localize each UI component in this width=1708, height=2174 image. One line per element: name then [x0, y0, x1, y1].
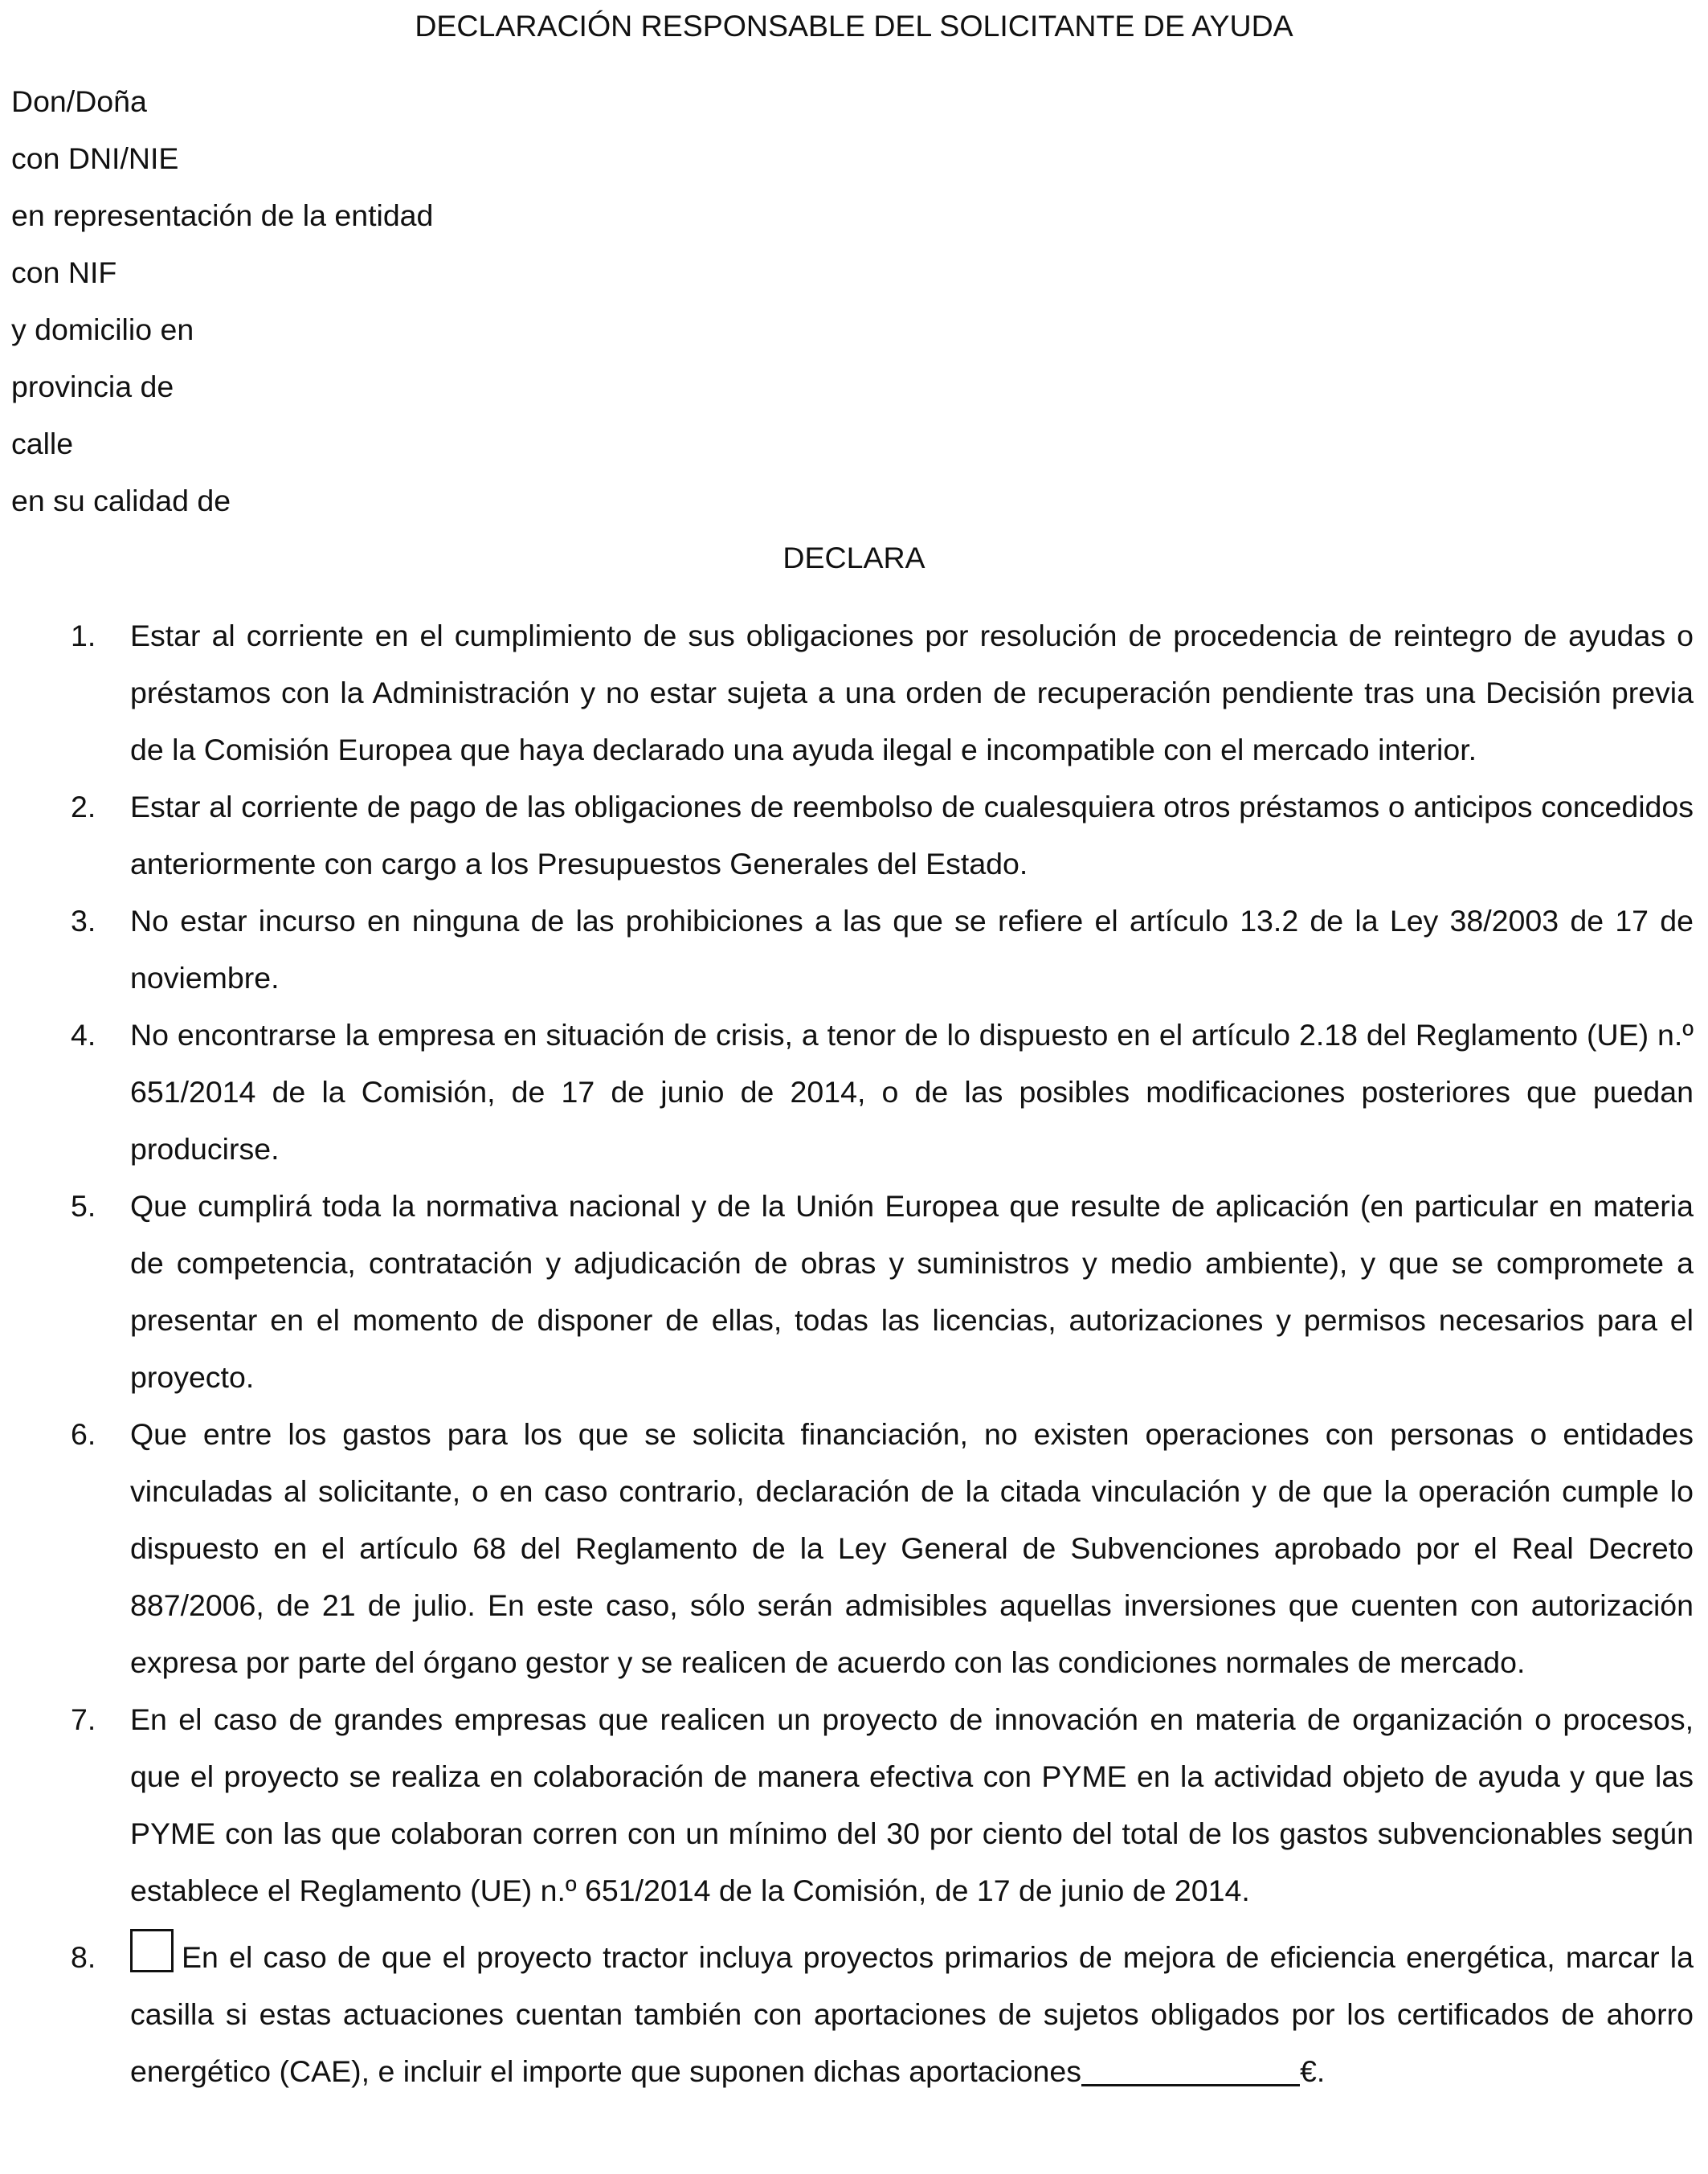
document-title: DECLARACIÓN RESPONSABLE DEL SOLICITANTE DE AYUDA — [415, 9, 1293, 43]
item-number: 6. — [71, 1417, 96, 1451]
cae-checkbox[interactable] — [130, 1929, 174, 1972]
declaration-item — [0, 1691, 1694, 1919]
item-number: 4. — [71, 1018, 96, 1052]
item-number: 3. — [71, 904, 96, 938]
declaration-item — [0, 893, 1694, 1007]
field-label-domicilio: y domicilio en — [11, 313, 194, 346]
item-text: En el caso de que el proyecto tractor incluya proyectos primarios de mejora de eficiencia energética, marcar la casilla si estas actuaciones cuentan también con aportaciones de sujetos obligados por los certificados de ahorro energético (CAE), e incluir el importe que suponen dichas aportaciones — [130, 1940, 1694, 2088]
field-label-calle: calle — [11, 427, 74, 460]
item-text: No estar incurso en ninguna de las prohibiciones a las que se refiere el artículo 13.2 de la Ley 38/2003 de 17 de noviembre. — [130, 904, 1694, 995]
item-number: 7. — [71, 1702, 96, 1736]
item-text: Que entre los gastos para los que se solicita financiación, no existen operaciones con personas o entidades vinculadas al solicitante, o en caso contrario, declaración de la citada vinculación y de que la operación cumple lo dispuesto en el artículo 68 del Reglamento de la Ley General de Subvenciones aprobado por el Real Decreto 887/2006, de 21 de julio. En este caso, sólo serán admisibles aquellas inversiones que cuenten con autorización expresa por parte del órgano gestor y se realicen de acuerdo con las condiciones normales de mercado. — [130, 1417, 1694, 1679]
field-label-entidad: en representación de la entidad — [11, 198, 434, 232]
declaration-item — [0, 778, 1694, 893]
field-label-provincia: provincia de — [11, 370, 174, 403]
item-text-container — [130, 1929, 1694, 2100]
item-number: 2. — [71, 790, 96, 823]
declaration-item — [0, 1406, 1694, 1691]
applicant-fields — [11, 82, 815, 538]
field-label-don-dona: Don/Doña — [11, 84, 147, 118]
field-label-dni-nie: con DNI/NIE — [11, 141, 179, 175]
item-spacer — [0, 1919, 1708, 1929]
field-label-nif: con NIF — [11, 255, 117, 289]
declaration-item — [0, 607, 1694, 778]
declaration-item — [0, 1178, 1694, 1406]
currency-suffix: €. — [1300, 2054, 1326, 2088]
declaration-item — [0, 1007, 1694, 1178]
cae-amount-input[interactable] — [1081, 2053, 1300, 2086]
item-number: 8. — [71, 1940, 96, 1974]
item-number: 5. — [71, 1189, 96, 1223]
item-text: En el caso de grandes empresas que realicen un proyecto de innovación en materia de organización o procesos, que el proyecto se realiza en colaboración de manera efectiva con PYME en la actividad objeto de ayuda y que las PYME con las que colaboran corren con un mínimo del 30 por ciento del total de los gastos subvencionables según establece el Reglamento (UE) n.º 651/2014 de la Comisión, de 17 de junio de 2014. — [130, 1702, 1694, 1907]
item-text: No encontrarse la empresa en situación de crisis, a tenor de lo dispuesto en el artículo 2.18 del Reglamento (UE) n.º 651/2014 de la Comisión, de 17 de junio de 2014, o de las posibles modificaciones posteriores que puedan producirse. — [130, 1018, 1694, 1166]
item-number: 1. — [71, 619, 96, 652]
declaration-list — [0, 607, 1708, 2100]
field-label-calidad: en su calidad de — [11, 484, 231, 517]
section-heading-declara: DECLARA — [782, 541, 926, 574]
declaration-item-cae — [0, 1929, 1694, 2100]
item-text: Estar al corriente de pago de las obligaciones de reembolso de cualesquiera otros préstamos o anticipos concedidos anteriormente con cargo a los Presupuestos Generales del Estado. — [130, 790, 1694, 881]
item-text: Estar al corriente en el cumplimiento de sus obligaciones por resolución de procedencia de reintegro de ayudas o préstamos con la Administración y no estar sujeta a una orden de recuperación pendiente tras una Decisión previa de la Comisión Europea que haya declarado una ayuda ilegal e incompatible con el mercado interior. — [130, 619, 1694, 766]
item-text: Que cumplirá toda la normativa nacional y de la Unión Europea que resulte de aplicación (en particular en materia de competencia, contratación y adjudicación de obras y suministros y medio ambiente), y que se compromete a presentar en el momento de disponer de ellas, todas las licencias, autorizaciones y permisos necesarios para el proyecto. — [130, 1189, 1694, 1394]
